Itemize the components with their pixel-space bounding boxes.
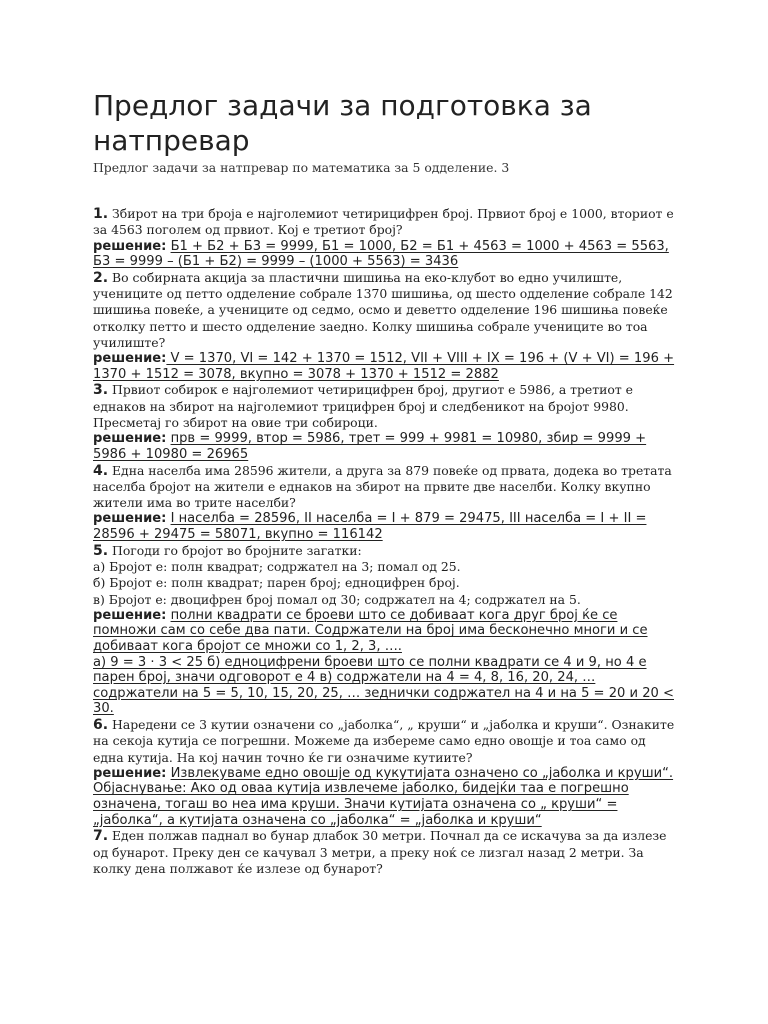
problem-3-question (93, 382, 678, 431)
problem-7 (93, 828, 678, 877)
solution-label: решение: (93, 511, 167, 527)
page-title: Предлог задачи за подготовка за натпревар (93, 89, 592, 157)
problem-7-number: 7. (93, 828, 109, 845)
problem-4-number: 4. (93, 462, 109, 479)
problem-2-number: 2. (93, 269, 109, 286)
problem-5-solution-text: полни квадрати се броеви што се добиваат кога друг број ќе се помножи сам со себе два пати. Содржатели на број има бесконечно многи и се добиваат кога бројот се множи со 1, 2, 3, …. (93, 607, 648, 654)
problem-6-number: 6. (93, 716, 109, 733)
problem-3-solution (93, 431, 678, 462)
solution-label: решение: (93, 431, 167, 447)
problem-1-text: Збирот на три броја е најголемиот четирицифрен број. Првиот број е 1000, вториот е за 4563 поголем од првиот. Кој е третиот број? (93, 206, 674, 238)
problem-1-number: 1. (93, 206, 109, 222)
problem-5-line-b: б) Бројот е: полн квадрат; парен број; едноцифрен број. (93, 575, 460, 591)
problem-5-solution-extra-text: а) 9 = 3 · 3 < 25 б) едноцифрени броеви што се полни квадрати се 4 и 9, но 4 е парен број, значи одговорот е 4 в) содржатели на 4 = 4, 8, 16, 20, 24, … содржатели на 5 = 5, 10, 15, 20, 25, … зеднички содржател на 4 и на 5 = 20 и 20 < 30. (93, 654, 674, 717)
document-page (93, 88, 678, 877)
problem-5-solution-extra (93, 655, 678, 717)
problem-4 (93, 463, 678, 543)
problem-5-number: 5. (93, 542, 109, 559)
problem-5-line-c: в) Бројот е: двоцифрен број помал од 30; содржател на 4; содржател на 5. (93, 591, 581, 607)
problem-5-line-a: а) Бројот е: полн квадрат; содржател на 3; помал од 25. (93, 558, 461, 574)
problem-2-question (93, 270, 678, 351)
problem-6-text: Наредени се 3 кутии означени со „јаболка“, „ круши“ и „јаболка и круши“. Ознаките на секоја кутија се погрешни. Можеме да избереме само едно овошје и тоа само од една кутија. На кој начин точно ќе ги означиме кутиите? (93, 716, 675, 765)
problem-6 (93, 717, 678, 828)
problem-1 (93, 206, 678, 270)
problem-6-explanation (93, 781, 678, 828)
problem-1-solution-text: Б1 + Б2 + Б3 = 9999, Б1 = 1000, Б2 = Б1 + 4563 = 1000 + 4563 = 5563, Б3 = 9999 – (Б1 + Б2) = 9999 – (1000 + 5563) = 3436 (93, 238, 669, 270)
problem-3-number: 3. (93, 382, 109, 399)
problem-list (93, 206, 678, 877)
problem-6-question (93, 717, 678, 766)
problem-2 (93, 270, 678, 383)
page-subtitle: Предлог задачи за натпревар по математика за 5 одделение. 3 (93, 160, 510, 175)
problem-5-line-1 (93, 543, 678, 559)
problem-4-solution-text: I населба = 28596, II населба = I + 879 = 29475, III населба = I + II = 28596 + 29475 = 58071, вкупно = 116142 (93, 511, 647, 543)
problem-3-solution-text: прв = 9999, втор = 5986, трет = 999 + 9981 = 10980, збир = 9999 + 5986 + 10980 = 26965 (93, 431, 647, 462)
problem-7-question (93, 828, 678, 877)
problem-5-text: Погоди го бројот во бројните загатки: (112, 542, 362, 558)
problem-3 (93, 382, 678, 462)
problem-1-solution (93, 239, 678, 270)
problem-4-solution (93, 511, 678, 542)
solution-label: решение: (93, 238, 167, 254)
problem-2-solution (93, 351, 678, 382)
problem-3-text: Првиот собирок е најголемиот четирицифрен број, другиот е 5986, а третиот е еднаков на збирот на најголемиот трицифрен број и следбеникот на бројот 9980. Пресметај го збирот на овие три собироци. (93, 382, 633, 431)
problem-5 (93, 543, 678, 717)
problem-6-solution (93, 766, 678, 782)
solution-label: решение: (93, 351, 167, 367)
problem-1-question (93, 206, 678, 239)
problem-4-question (93, 463, 678, 512)
problem-5-solution (93, 608, 678, 655)
problem-2-text: Во собирната акција за пластични шишиња на еко-клубот во едно училиште, учениците од петто одделение собрале 1370 шишиња, од шесто одделение собрале 142 шишиња повеќе, а учениците од седмо, осмо и деветто одделение 196 шишиња повеќе отколку петто и шесто одделение заедно. Колку шишиња собрале учениците во тоа училиште? (93, 269, 673, 350)
solution-label: решение: (93, 607, 167, 623)
problem-6-explanation-text: Објаснување: Ако од оваа кутија извлечеме јаболко, бидејќи таа е погрешно означена, тогаш во неа има круши. Значи кутијата означена со „ круши“ = „јаболка“, а кутијата означена со „јаболка“ = „јаболка и круши“ (93, 781, 629, 828)
problem-7-text: Еден полжав паднал во бунар длабок 30 метри. Почнал да се искачува за да излезе од бунарот. Преку ден се качувал 3 метри, а преку ноќ се лизгал назад 2 метри. За колку дена полжавот ќе излезе од бунарот? (93, 828, 667, 876)
problem-5-question (93, 543, 678, 608)
problem-2-solution-text: V = 1370, VI = 142 + 1370 = 1512, VII + VIII + IX = 196 + (V + VI) = 196 + 1370 + 1512 = 3078, вкупно = 3078 + 1370 + 1512 = 2882 (93, 351, 675, 382)
problem-6-solution-text: Извлекуваме едно овошје од кукутијата означено со „јаболка и круши“. (170, 765, 674, 781)
problem-4-text: Една населба има 28596 жители, а друга за 879 повеќе од првата, додека во третата населба бројот на жители е еднаков на збирот на првите две населби. Колку вкупно жители има во трите населби? (93, 462, 672, 511)
solution-label: решение: (93, 765, 167, 781)
